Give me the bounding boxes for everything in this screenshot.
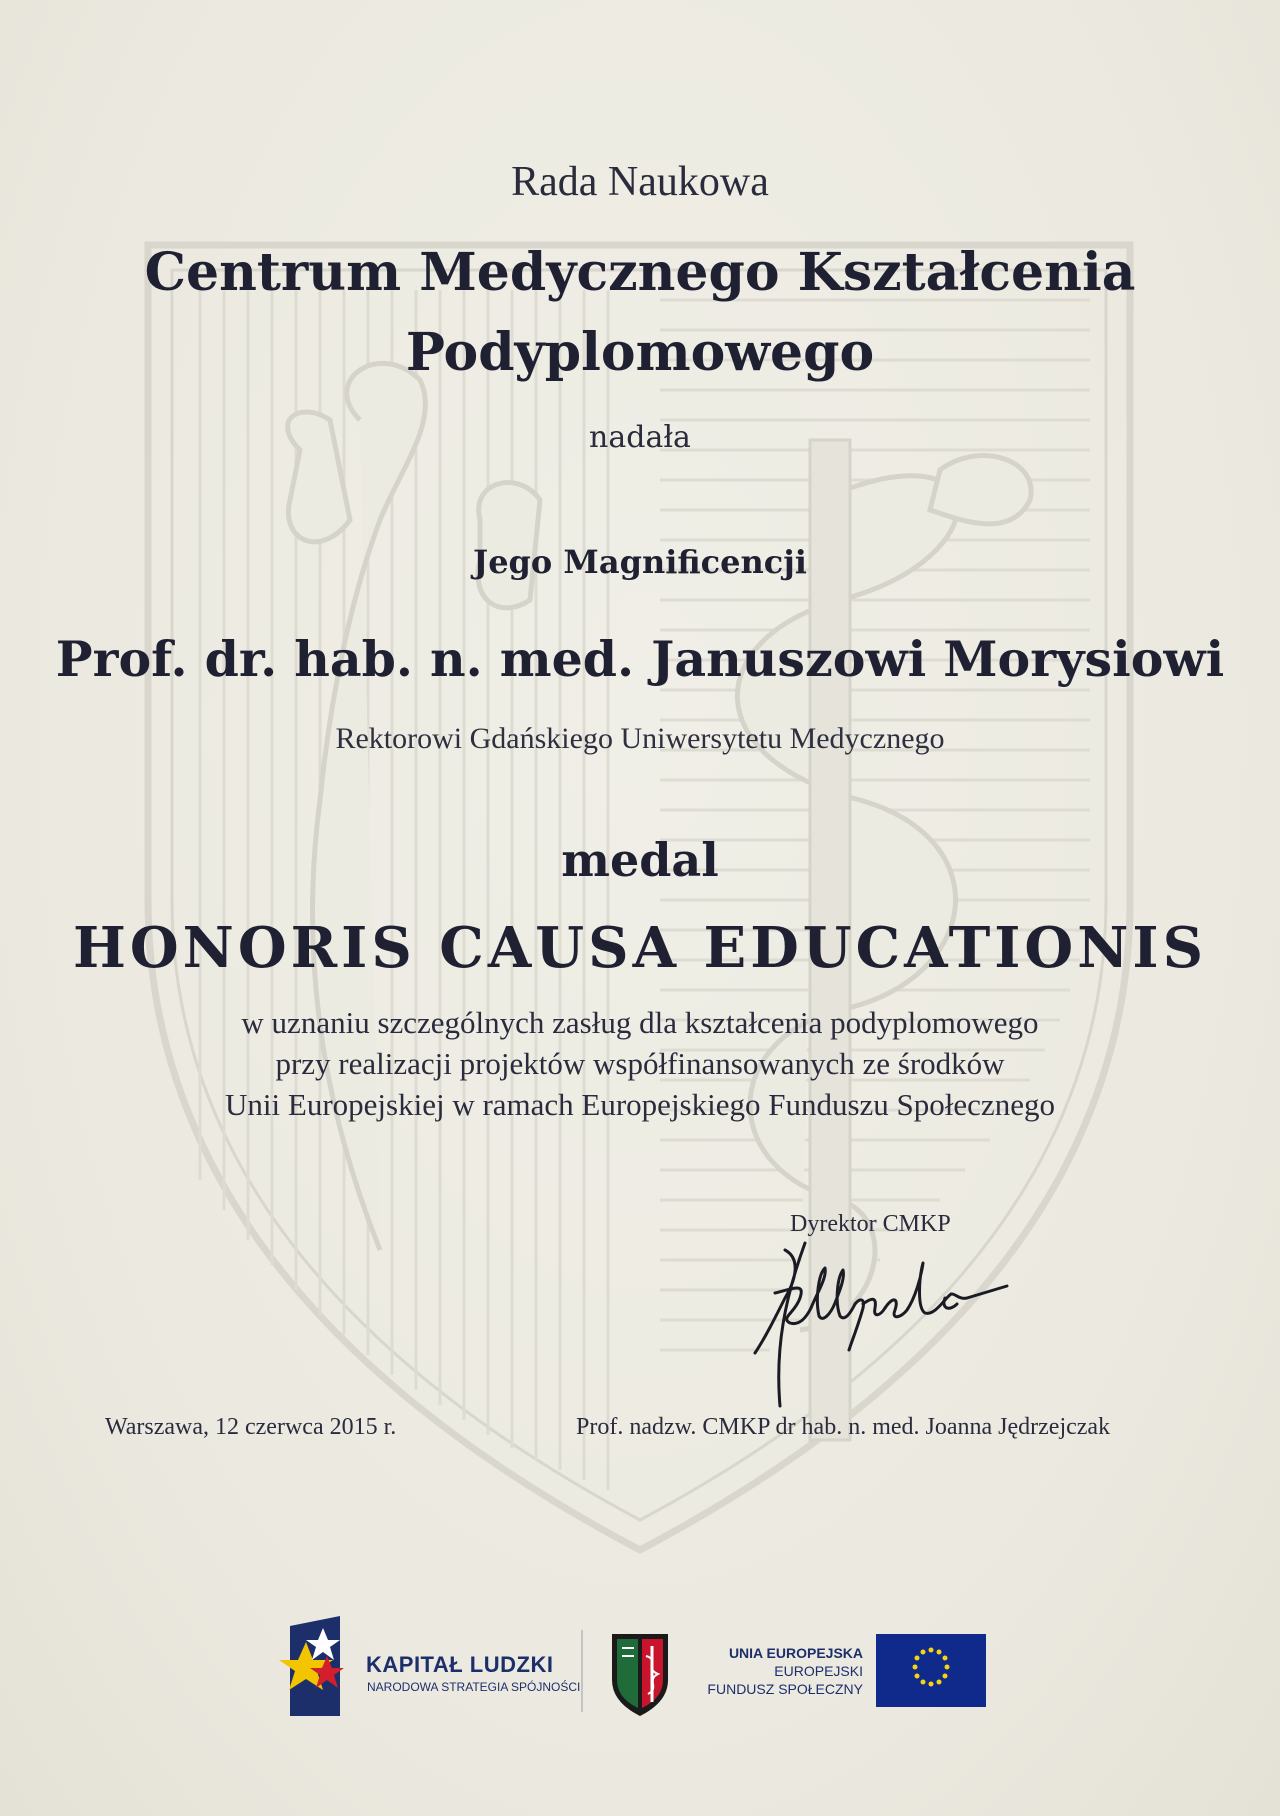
justification-line: przy realizacji projektów współfinansowanych ze środków: [275, 1046, 1005, 1081]
recipient-name: Prof. dr. hab. n. med. Januszowi Morysiowi: [55, 630, 1225, 688]
logos-bar: [0, 1600, 1280, 1720]
cmkp-shield-logo-icon: [612, 1634, 668, 1716]
eu-line2: EUROPEJSKI: [774, 1663, 863, 1679]
eu-line1: UNIA EUROPEJSKA: [728, 1645, 863, 1661]
recipient-honorific: Jego Magnificencji: [473, 543, 807, 581]
institution-name-line1: Centrum Medycznego Kształcenia: [144, 242, 1136, 303]
kapital-ludzki-title: KAPITAŁ LUDZKI: [366, 1652, 554, 1677]
recipient-position: Rektorowi Gdańskiego Uniwersytetu Medycznego: [335, 722, 945, 755]
kapital-ludzki-logo-icon: [279, 1616, 344, 1716]
handwritten-signature: [745, 1238, 1015, 1408]
award-type: medal: [561, 833, 719, 887]
kapital-ludzki-subtitle: NARODOWA STRATEGIA SPÓJNOŚCI: [367, 1680, 581, 1694]
eu-flag-icon: [876, 1634, 986, 1707]
institution-name-line2: Podyplomowego: [405, 322, 875, 383]
council-heading: Rada Naukowa: [511, 159, 769, 205]
eu-line3: FUNDUSZ SPOŁECZNY: [707, 1681, 863, 1697]
award-verb: nadała: [589, 420, 691, 455]
award-name: HONORIS CAUSA EDUCATIONIS: [72, 915, 1208, 981]
signer-title: Dyrektor CMKP: [790, 1211, 951, 1237]
justification-line: Unii Europejskiej w ramach Europejskiego Funduszu Społecznego: [225, 1087, 1055, 1122]
justification-line: w uznaniu szczególnych zasług dla kształcenia podyplomowego: [241, 1005, 1039, 1040]
signer-name: Prof. nadzw. CMKP dr hab. n. med. Joanna Jędrzejczak: [576, 1414, 1111, 1440]
place-and-date: Warszawa, 12 czerwca 2015 r.: [105, 1414, 397, 1440]
